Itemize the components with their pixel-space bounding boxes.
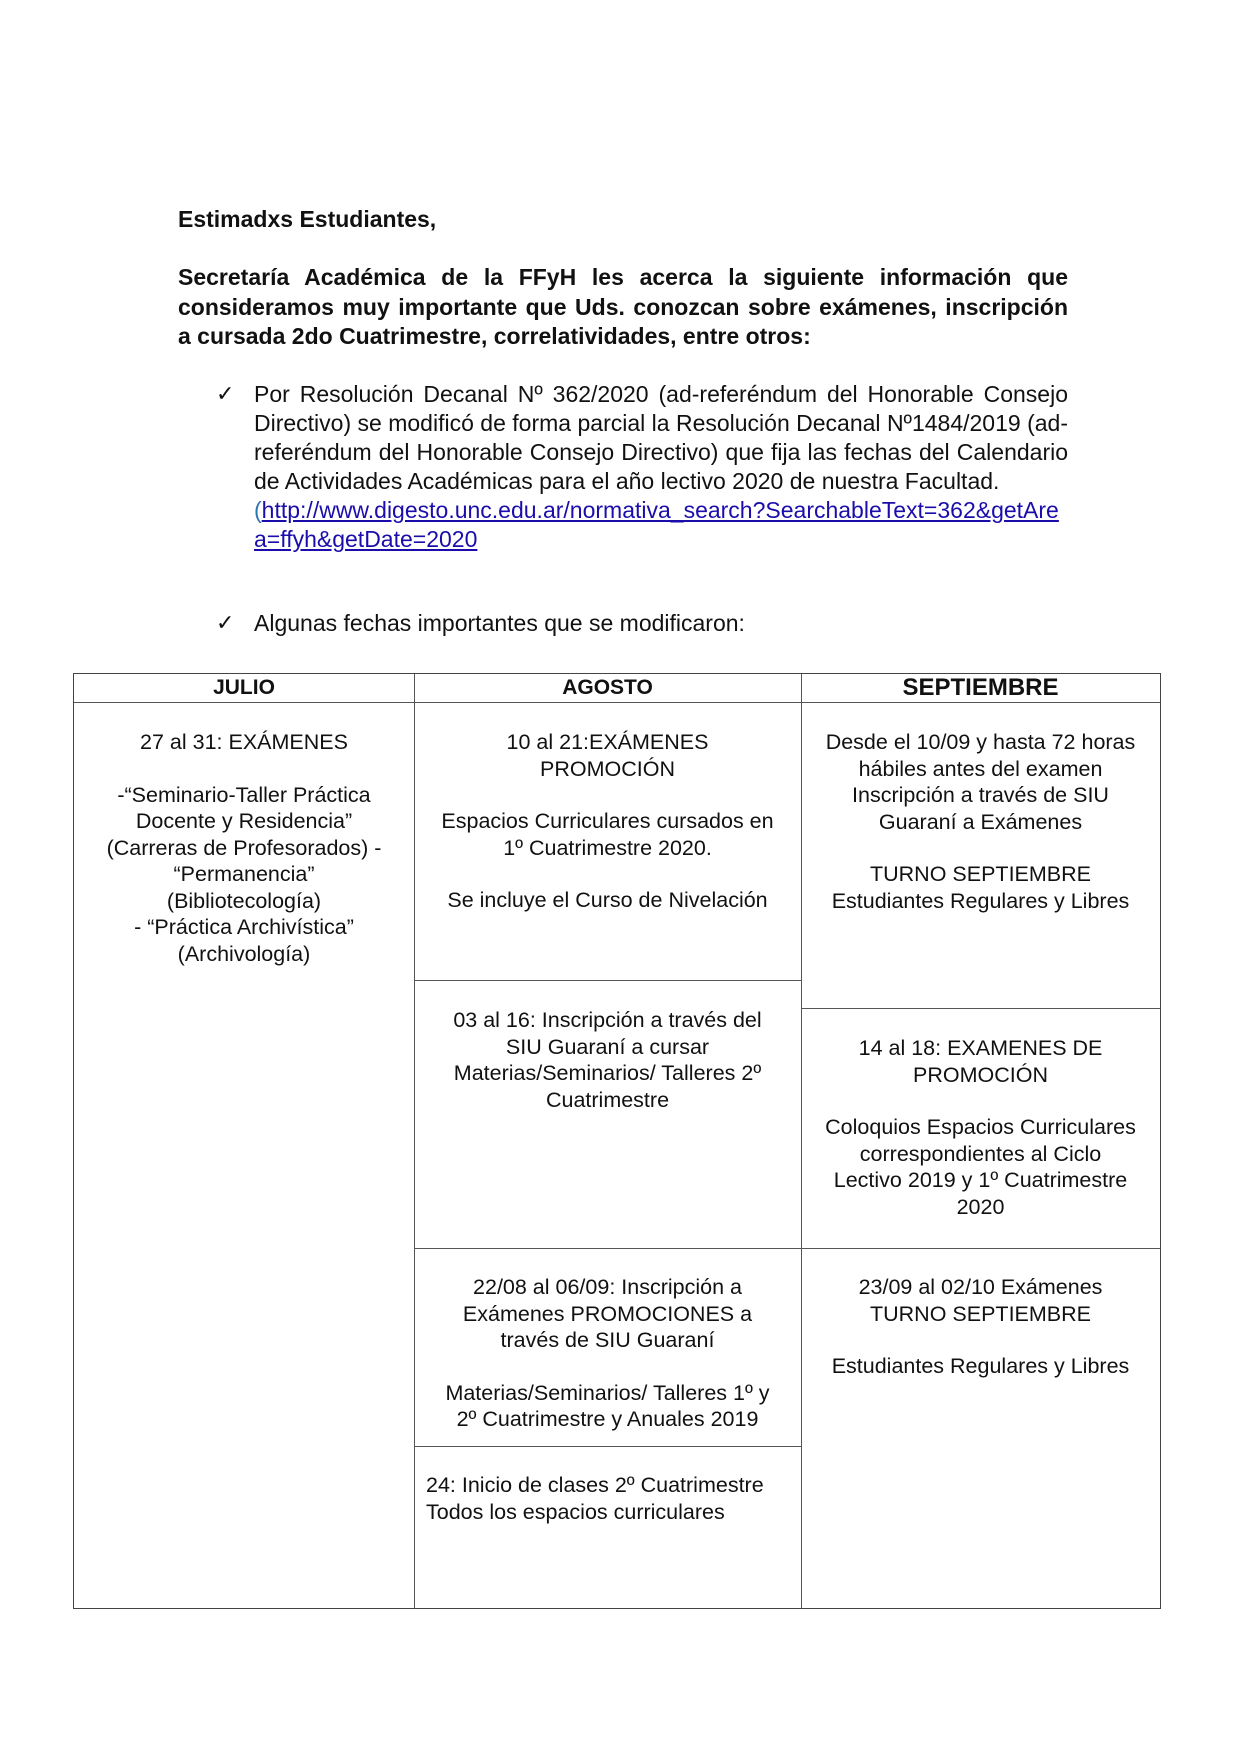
row-divider <box>414 1248 801 1249</box>
cell-line: 1º Cuatrimestre 2020. <box>503 835 712 860</box>
cell-line: Estudiantes Regulares y Libres <box>831 1354 1130 1378</box>
dates-intro-text: Algunas fechas importantes que se modificaron: <box>254 610 745 636</box>
julio-line: (Carreras de Profesorados) - <box>106 835 382 860</box>
cell-line: Inscripción a través de SIU <box>852 783 1109 807</box>
cell-line: Materias/Seminarios/ Talleres 2º <box>453 1061 762 1085</box>
header-julio: JULIO <box>213 676 275 699</box>
agosto-cell-promocion <box>414 729 801 914</box>
septiembre-cell-promocion <box>801 1035 1160 1220</box>
digesto-link[interactable]: http://www.digesto.unc.edu.ar/normativa_search?SearchableText=362&getArea=ffyh&getDate=2020 <box>254 497 1059 552</box>
cell-line: 03 al 16: Inscripción a través del <box>453 1008 762 1032</box>
row-divider <box>414 1446 801 1447</box>
cell-line: correspondientes al Ciclo <box>859 1141 1102 1166</box>
checkmark-icon: ✓ <box>216 382 235 407</box>
row-divider <box>801 1248 1160 1249</box>
julio-line: “Permanencia” <box>173 862 315 886</box>
cell-line: 22/08 al 06/09: Inscripción a <box>473 1275 742 1299</box>
julio-title: 27 al 31: EXÁMENES <box>140 730 348 754</box>
cell-line: 2020 <box>956 1194 1005 1219</box>
intro-paragraph: Secretaría Académica de la FFyH les acerca la siguiente información que consideramos muy importante que Uds. conozcan sobre exámenes, inscripción a cursada 2do Cuatrimestre, correlatividades, entre otros: <box>178 264 1068 349</box>
septiembre-cell-examenes <box>801 1274 1160 1380</box>
cell-line: Desde el 10/09 y hasta 72 horas <box>825 730 1136 754</box>
cell-line: Estudiantes Regulares y Libres <box>831 888 1130 913</box>
calendar-table <box>73 673 1161 1609</box>
cell-line: SIU Guaraní a cursar <box>505 1034 710 1059</box>
cell-line: 14 al 18: EXAMENES DE <box>858 1036 1103 1060</box>
julio-line: Docente y Residencia” <box>135 809 353 833</box>
resolution-text: Por Resolución Decanal Nº 362/2020 (ad-referéndum del Honorable Consejo Directivo) se modificó de forma parcial la Resolución Decanal Nº1484/2019 (ad-referéndum del Honorable Consejo Directivo) que fija las fechas del Calendario de Actividades Académicas para el año lectivo 2020 de nuestra Facultad. <box>254 381 1068 494</box>
agosto-cell-inscripcion-examenes <box>414 1274 801 1433</box>
cell-line: través de SIU Guaraní <box>500 1328 715 1352</box>
agosto-cell-inscripcion-cursado <box>414 1007 801 1113</box>
bullet-list <box>178 380 1068 636</box>
row-divider <box>414 980 801 981</box>
cell-line: hábiles antes del examen <box>858 756 1103 781</box>
header-agosto: AGOSTO <box>562 676 653 699</box>
bullet-item-dates <box>178 609 1144 638</box>
cell-line: 23/09 al 02/10 Exámenes <box>858 1275 1103 1299</box>
cell-line: Exámenes PROMOCIONES a <box>462 1301 753 1326</box>
julio-line: (Archivología) <box>177 941 311 966</box>
cell-line: Guaraní a Exámenes <box>878 809 1083 834</box>
cell-line: 24: Inicio de clases 2º Cuatrimestre <box>426 1473 764 1497</box>
cell-line: 10 al 21:EXÁMENES <box>506 730 709 754</box>
julio-line: -“Seminario-Taller Práctica <box>117 782 371 807</box>
cell-line: TURNO SEPTIEMBRE <box>870 1301 1091 1326</box>
greeting: Estimadxs Estudiantes, <box>178 206 437 232</box>
cell-line: TURNO SEPTIEMBRE <box>870 862 1091 886</box>
bullet-item-resolution <box>178 380 1068 554</box>
link-open-paren: ( <box>254 497 262 523</box>
cell-line: PROMOCIÓN <box>913 1062 1048 1087</box>
row-divider <box>801 1008 1160 1009</box>
cell-line: Coloquios Espacios Curriculares <box>825 1115 1136 1139</box>
cell-line: Cuatrimestre <box>545 1087 670 1112</box>
cell-line: 2º Cuatrimestre y Anuales 2019 <box>456 1407 759 1431</box>
julio-cell <box>74 729 414 967</box>
cell-line: Todos los espacios curriculares <box>426 1499 725 1524</box>
cell-line: Espacios Curriculares cursados en <box>441 809 774 833</box>
cell-line: Materias/Seminarios/ Talleres 1º y <box>445 1380 770 1405</box>
header-divider <box>74 702 1160 703</box>
cell-line: Se incluye el Curso de Nivelación <box>447 888 768 912</box>
julio-line: (Bibliotecología) <box>166 888 322 913</box>
cell-line: Lectivo 2019 y 1º Cuatrimestre <box>833 1168 1128 1192</box>
agosto-cell-inicio-clases <box>426 1472 798 1525</box>
julio-line: - “Práctica Archivística” <box>134 915 354 939</box>
checkmark-icon: ✓ <box>216 611 235 636</box>
cell-line: PROMOCIÓN <box>540 756 675 781</box>
septiembre-cell-inscripcion <box>801 729 1160 914</box>
header-septiembre: SEPTIEMBRE <box>902 674 1059 701</box>
